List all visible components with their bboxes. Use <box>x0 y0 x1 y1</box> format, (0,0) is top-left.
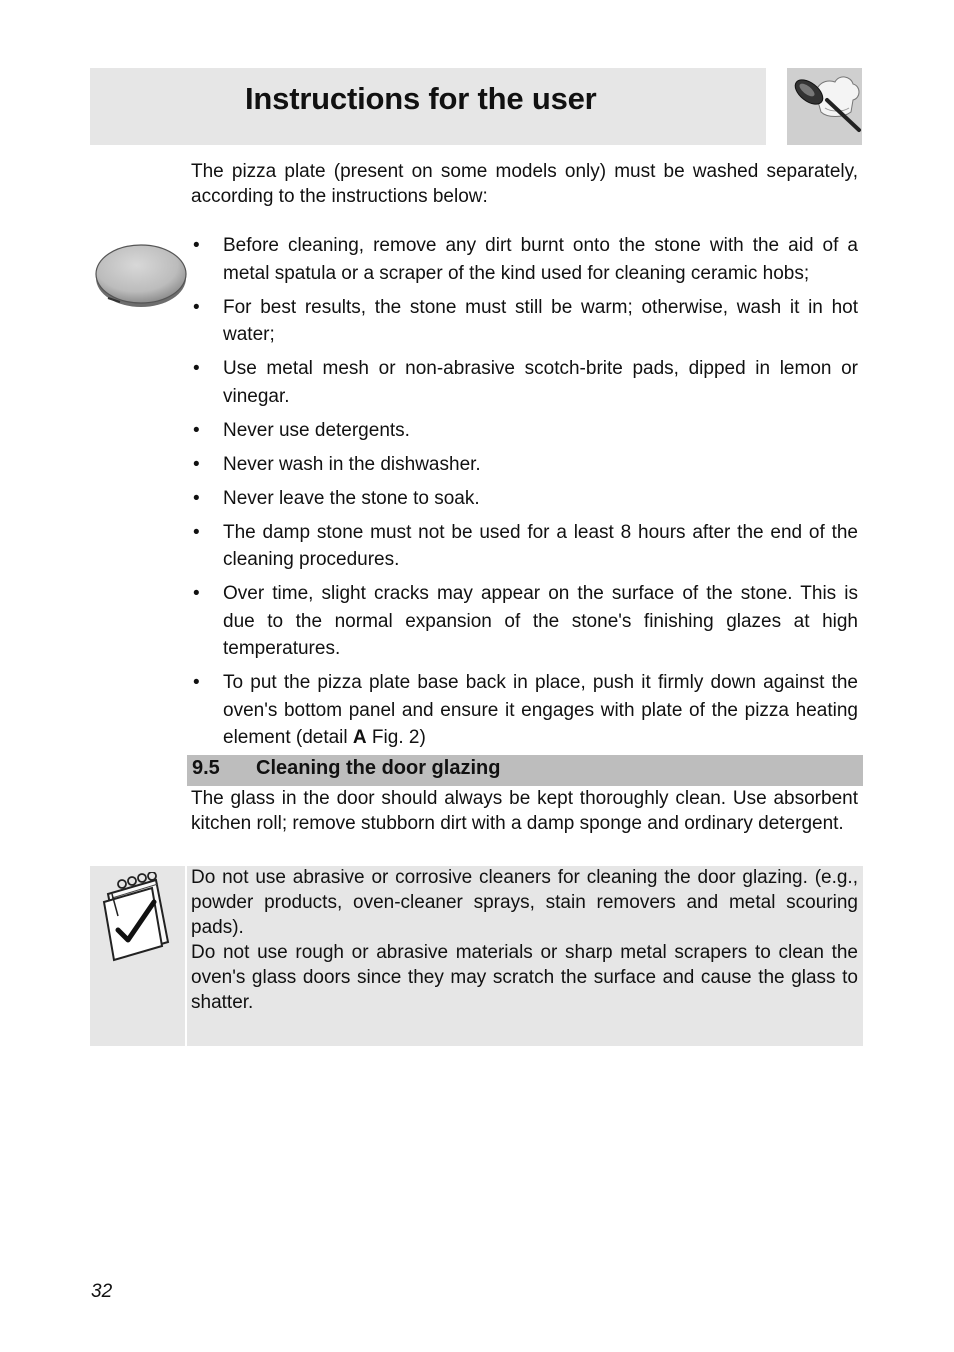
bullet-marker: • <box>193 419 200 441</box>
section-number: 9.5 <box>192 757 220 779</box>
glass-cleaning-paragraph: The glass in the door should always be kept thoroughly clean. Use absorbent kitchen roll; remove stubborn dirt with a damp sponge and ordinary detergent. <box>191 788 858 834</box>
detail-letter: A <box>352 727 367 748</box>
list-item <box>191 417 858 445</box>
note-icon-panel <box>90 866 185 1046</box>
pizza-stone-icon <box>94 240 190 310</box>
bullet-marker: • <box>193 296 200 318</box>
note-text <box>191 865 858 1015</box>
note-paragraph: Do not use rough or abrasive materials or sharp metal scrapers to clean the oven's glass doors since they may scratch the surface and cause the glass to shatter. <box>191 942 858 1013</box>
bullet-marker: • <box>193 487 200 509</box>
page-header <box>90 68 766 145</box>
list-item-text: For best results, the stone must still be warm; otherwise, wash it in hot water; <box>223 296 858 345</box>
bullet-marker: • <box>193 235 200 256</box>
list-item <box>191 294 858 349</box>
list-item-text: The damp stone must not be used for a least 8 hours after the end of the cleaning procedures. <box>223 521 858 570</box>
note-paragraph: Do not use abrasive or corrosive cleaners for cleaning the door glazing. (e.g., powder products, oven-cleaner sprays, stain removers and metal scouring pads). <box>191 867 858 938</box>
list-item <box>191 232 858 287</box>
page-number: 32 <box>91 1281 113 1302</box>
warning-note <box>187 866 863 1046</box>
list-item-text-start: To put the pizza plate base back in place, push it firmly down against the oven's bottom panel and ensure it engages with plate of the pizza heating element (detail <box>223 672 858 748</box>
list-item-text: Before cleaning, remove any dirt burnt onto the stone with the aid of a metal spatula or a scraper of the kind used for cleaning ceramic hobs; <box>223 235 858 284</box>
intro-paragraph: The pizza plate (present on some models only) must be washed separately, according to the instructions below: <box>191 161 858 207</box>
list-item-text: Never leave the stone to soak. <box>223 487 480 509</box>
list-item-text: Over time, slight cracks may appear on the surface of the stone. This is due to the normal expansion of the stone's finishing glazes at high temperatures. <box>223 583 858 659</box>
section-heading <box>187 755 863 786</box>
bullet-marker: • <box>193 672 200 693</box>
list-item <box>191 519 858 574</box>
list-item-text <box>223 672 858 748</box>
notepad-check-icon <box>98 872 180 962</box>
list-item <box>191 485 858 513</box>
list-item-text-end: Fig. 2) <box>366 727 426 748</box>
section-title: Cleaning the door glazing <box>256 757 501 779</box>
list-item <box>191 355 858 410</box>
page-title: Instructions for the user <box>245 81 597 116</box>
list-item <box>191 669 858 752</box>
bullet-marker: • <box>193 583 200 604</box>
list-item <box>191 580 858 663</box>
chef-spoon-icon <box>787 68 862 145</box>
bullet-marker: • <box>193 453 200 475</box>
cleaning-instructions-list <box>191 232 858 758</box>
bullet-marker: • <box>193 521 200 543</box>
list-item-text: Never wash in the dishwasher. <box>223 453 481 475</box>
list-item <box>191 451 858 479</box>
bullet-marker: • <box>193 358 200 379</box>
list-item-text: Use metal mesh or non-abrasive scotch-brite pads, dipped in lemon or vinegar. <box>223 358 858 407</box>
list-item-text: Never use detergents. <box>223 419 410 441</box>
